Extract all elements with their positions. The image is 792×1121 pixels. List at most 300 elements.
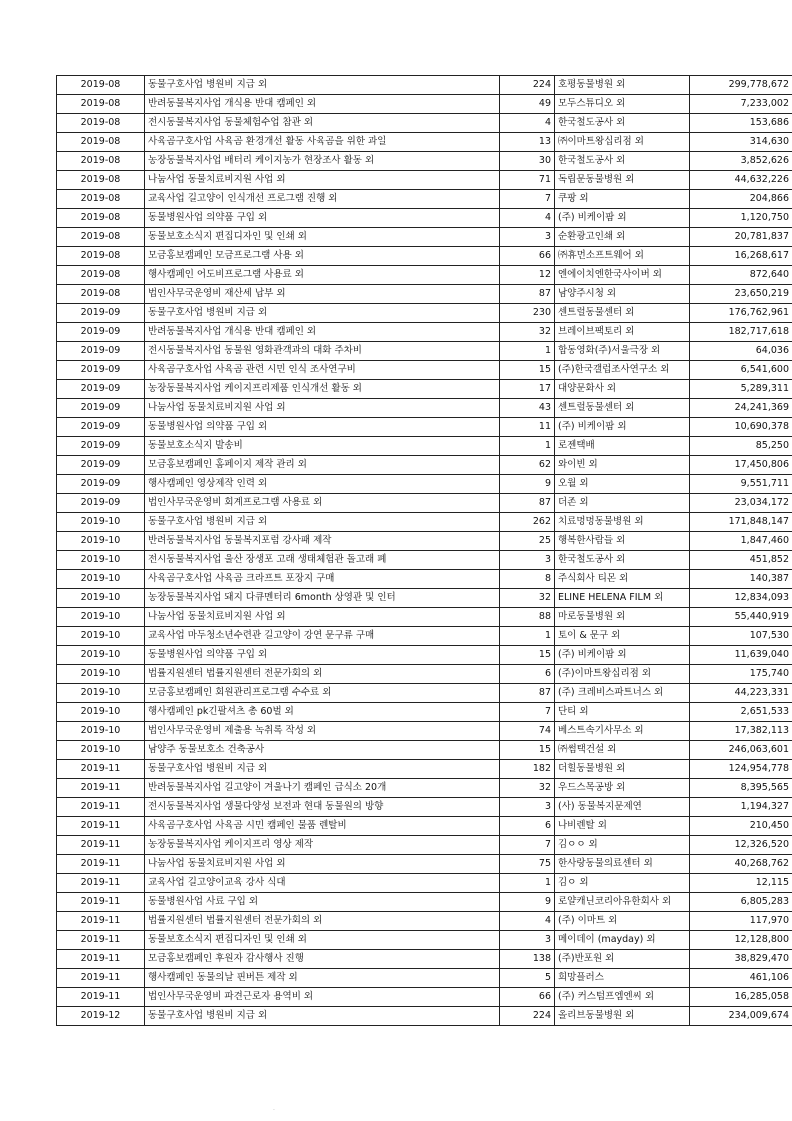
row-date: 2019-11 bbox=[57, 798, 145, 817]
row-description: 교육사업 마두청소년수련관 길고양이 강연 문구류 구매 bbox=[145, 627, 500, 646]
row-amount: 171,848,147 bbox=[690, 513, 792, 532]
row-amount: 2,651,533 bbox=[690, 703, 792, 722]
row-date: 2019-10 bbox=[57, 608, 145, 627]
row-count: 25 bbox=[500, 532, 555, 551]
row-vendor: 대양문화사 외 bbox=[555, 380, 690, 399]
table-row bbox=[57, 1007, 792, 1026]
row-vendor: 남양주시청 외 bbox=[555, 285, 690, 304]
row-date: 2019-10 bbox=[57, 646, 145, 665]
table-row bbox=[57, 209, 792, 228]
row-date: 2019-10 bbox=[57, 665, 145, 684]
row-description: 나눔사업 동물치료비지원 사업 외 bbox=[145, 171, 500, 190]
row-count: 49 bbox=[500, 95, 555, 114]
row-description: 농장동물복지사업 돼지 다큐멘터리 6month 상영관 및 인터 bbox=[145, 589, 500, 608]
row-count: 1 bbox=[500, 437, 555, 456]
row-count: 4 bbox=[500, 912, 555, 931]
row-vendor: 주식회사 티몬 외 bbox=[555, 570, 690, 589]
table-row bbox=[57, 114, 792, 133]
row-amount: 314,630 bbox=[690, 133, 792, 152]
row-amount: 55,440,919 bbox=[690, 608, 792, 627]
row-amount: 23,034,172 bbox=[690, 494, 792, 513]
table-row bbox=[57, 855, 792, 874]
row-date: 2019-10 bbox=[57, 722, 145, 741]
row-description: 교육사업 길고양이교육 강사 식대 bbox=[145, 874, 500, 893]
row-description: 동물구호사업 병원비 지급 외 bbox=[145, 1007, 500, 1026]
row-count: 262 bbox=[500, 513, 555, 532]
row-description: 반려동물복지사업 길고양이 겨울나기 캠페인 급식소 20개 bbox=[145, 779, 500, 798]
row-amount: 1,120,750 bbox=[690, 209, 792, 228]
row-date: 2019-09 bbox=[57, 456, 145, 475]
table-row bbox=[57, 456, 792, 475]
row-date: 2019-11 bbox=[57, 855, 145, 874]
row-count: 30 bbox=[500, 152, 555, 171]
row-description: 행사캠페인 어도비프로그램 사용료 외 bbox=[145, 266, 500, 285]
row-count: 32 bbox=[500, 779, 555, 798]
row-description: 사육곰구호사업 사육곰 환경개선 활동 사육곰을 위한 과일 bbox=[145, 133, 500, 152]
row-date: 2019-11 bbox=[57, 760, 145, 779]
row-vendor: 모두스튜디오 외 bbox=[555, 95, 690, 114]
row-date: 2019-08 bbox=[57, 133, 145, 152]
row-count: 43 bbox=[500, 399, 555, 418]
row-vendor: 호평동물병원 외 bbox=[555, 76, 690, 95]
row-description: 동물구호사업 병원비 지급 외 bbox=[145, 760, 500, 779]
row-description: 동물구호사업 병원비 지급 외 bbox=[145, 304, 500, 323]
row-date: 2019-10 bbox=[57, 532, 145, 551]
table-row bbox=[57, 513, 792, 532]
row-vendor: 와이빈 외 bbox=[555, 456, 690, 475]
row-description: 반려동물복지사업 개식용 반대 캠페인 외 bbox=[145, 95, 500, 114]
table-row bbox=[57, 779, 792, 798]
row-date: 2019-08 bbox=[57, 209, 145, 228]
row-date: 2019-10 bbox=[57, 627, 145, 646]
table-row bbox=[57, 304, 792, 323]
row-description: 나눔사업 동물치료비지원 사업 외 bbox=[145, 399, 500, 418]
row-vendor: (주)한국갤럽조사연구소 외 bbox=[555, 361, 690, 380]
row-date: 2019-09 bbox=[57, 437, 145, 456]
row-description: 모금홍보캠페인 후원자 감사행사 진행 bbox=[145, 950, 500, 969]
row-count: 87 bbox=[500, 494, 555, 513]
row-vendor: (주)반포원 외 bbox=[555, 950, 690, 969]
table-row bbox=[57, 741, 792, 760]
row-amount: 461,106 bbox=[690, 969, 792, 988]
row-date: 2019-10 bbox=[57, 684, 145, 703]
row-amount: 107,530 bbox=[690, 627, 792, 646]
row-count: 6 bbox=[500, 665, 555, 684]
row-description: 모금홍보캠페인 홈페이지 제작 관리 외 bbox=[145, 456, 500, 475]
row-amount: 234,009,674 bbox=[690, 1007, 792, 1026]
row-vendor: 올리브동물병원 외 bbox=[555, 1007, 690, 1026]
row-vendor: 오월 외 bbox=[555, 475, 690, 494]
row-amount: 12,326,520 bbox=[690, 836, 792, 855]
table-row bbox=[57, 152, 792, 171]
row-vendor: (사) 동물복지문제연 bbox=[555, 798, 690, 817]
row-amount: 17,382,113 bbox=[690, 722, 792, 741]
row-date: 2019-11 bbox=[57, 969, 145, 988]
row-count: 1 bbox=[500, 627, 555, 646]
row-date: 2019-11 bbox=[57, 874, 145, 893]
table-row bbox=[57, 551, 792, 570]
row-vendor: 나비렌탈 외 bbox=[555, 817, 690, 836]
row-vendor: ㈜이마트왕십리점 외 bbox=[555, 133, 690, 152]
row-vendor: 김ㅇㅇ 외 bbox=[555, 836, 690, 855]
row-count: 66 bbox=[500, 247, 555, 266]
row-date: 2019-08 bbox=[57, 247, 145, 266]
row-amount: 5,289,311 bbox=[690, 380, 792, 399]
table-row bbox=[57, 703, 792, 722]
row-amount: 17,450,806 bbox=[690, 456, 792, 475]
row-vendor: 엔에이치엔한국사이버 외 bbox=[555, 266, 690, 285]
row-vendor: 우드스목공방 외 bbox=[555, 779, 690, 798]
row-amount: 182,717,618 bbox=[690, 323, 792, 342]
table-row bbox=[57, 646, 792, 665]
row-count: 87 bbox=[500, 285, 555, 304]
row-amount: 24,241,369 bbox=[690, 399, 792, 418]
table-row bbox=[57, 76, 792, 95]
row-count: 17 bbox=[500, 380, 555, 399]
table-row bbox=[57, 950, 792, 969]
row-vendor: 메이데이 (mayday) 외 bbox=[555, 931, 690, 950]
row-amount: 23,650,219 bbox=[690, 285, 792, 304]
table-row bbox=[57, 684, 792, 703]
table-row bbox=[57, 247, 792, 266]
row-description: 동물병원사업 의약품 구입 외 bbox=[145, 209, 500, 228]
row-date: 2019-11 bbox=[57, 950, 145, 969]
row-vendor: 김ㅇ 외 bbox=[555, 874, 690, 893]
row-vendor: 센트럴동물센터 외 bbox=[555, 304, 690, 323]
row-vendor: 한국철도공사 외 bbox=[555, 114, 690, 133]
table-row bbox=[57, 722, 792, 741]
row-vendor: 독립문동물병원 외 bbox=[555, 171, 690, 190]
table-row bbox=[57, 95, 792, 114]
row-date: 2019-09 bbox=[57, 418, 145, 437]
row-amount: 10,690,378 bbox=[690, 418, 792, 437]
row-vendor: ELINE HELENA FILM 외 bbox=[555, 589, 690, 608]
row-count: 3 bbox=[500, 551, 555, 570]
row-count: 15 bbox=[500, 741, 555, 760]
row-count: 6 bbox=[500, 817, 555, 836]
row-date: 2019-09 bbox=[57, 304, 145, 323]
row-amount: 6,805,283 bbox=[690, 893, 792, 912]
row-amount: 117,970 bbox=[690, 912, 792, 931]
row-count: 12 bbox=[500, 266, 555, 285]
table-row bbox=[57, 912, 792, 931]
row-amount: 38,829,470 bbox=[690, 950, 792, 969]
row-date: 2019-08 bbox=[57, 285, 145, 304]
row-vendor: (주) 크레비스파트너스 외 bbox=[555, 684, 690, 703]
row-date: 2019-11 bbox=[57, 988, 145, 1007]
table-row bbox=[57, 874, 792, 893]
row-vendor: 로얄캐닌코리아유한회사 외 bbox=[555, 893, 690, 912]
row-description: 행사캠페인 pk긴팔셔츠 총 60벌 외 bbox=[145, 703, 500, 722]
row-amount: 64,036 bbox=[690, 342, 792, 361]
row-vendor: 단티 외 bbox=[555, 703, 690, 722]
row-count: 7 bbox=[500, 703, 555, 722]
row-description: 동물보호소식지 편집디자인 및 인쇄 외 bbox=[145, 228, 500, 247]
row-description: 반려동물복지사업 동물복지포럼 강사패 제작 bbox=[145, 532, 500, 551]
row-count: 3 bbox=[500, 931, 555, 950]
row-count: 4 bbox=[500, 114, 555, 133]
row-date: 2019-10 bbox=[57, 551, 145, 570]
row-count: 15 bbox=[500, 646, 555, 665]
row-date: 2019-10 bbox=[57, 513, 145, 532]
row-description: 나눔사업 동물치료비지원 사업 외 bbox=[145, 608, 500, 627]
row-date: 2019-10 bbox=[57, 589, 145, 608]
row-count: 5 bbox=[500, 969, 555, 988]
row-amount: 20,781,837 bbox=[690, 228, 792, 247]
row-description: 전시동물복지사업 울산 장생포 고래 생태체험관 돌고래 폐 bbox=[145, 551, 500, 570]
row-amount: 12,128,800 bbox=[690, 931, 792, 950]
row-description: 법인사무국운영비 파견근로자 용역비 외 bbox=[145, 988, 500, 1007]
row-description: 농장동물복지사업 배터리 케이지농가 현장조사 활동 외 bbox=[145, 152, 500, 171]
row-vendor: 더힐동물병원 외 bbox=[555, 760, 690, 779]
row-description: 동물구호사업 병원비 지급 외 bbox=[145, 513, 500, 532]
row-date: 2019-11 bbox=[57, 779, 145, 798]
row-count: 87 bbox=[500, 684, 555, 703]
row-description: 법인사무국운영비 제출용 녹취록 작성 외 bbox=[145, 722, 500, 741]
row-vendor: 브레이브팩토리 외 bbox=[555, 323, 690, 342]
row-description: 사육곰구호사업 사육곰 시민 캠페인 물품 렌탈비 bbox=[145, 817, 500, 836]
table-row bbox=[57, 380, 792, 399]
row-description: 동물병원사업 의약품 구입 외 bbox=[145, 418, 500, 437]
row-date: 2019-11 bbox=[57, 912, 145, 931]
row-count: 11 bbox=[500, 418, 555, 437]
row-amount: 44,223,331 bbox=[690, 684, 792, 703]
table-row bbox=[57, 494, 792, 513]
row-amount: 8,395,565 bbox=[690, 779, 792, 798]
expense-table-body bbox=[57, 76, 792, 1026]
row-amount: 124,954,778 bbox=[690, 760, 792, 779]
row-count: 75 bbox=[500, 855, 555, 874]
row-date: 2019-09 bbox=[57, 342, 145, 361]
row-date: 2019-11 bbox=[57, 836, 145, 855]
row-date: 2019-08 bbox=[57, 95, 145, 114]
row-amount: 140,387 bbox=[690, 570, 792, 589]
table-row bbox=[57, 171, 792, 190]
row-description: 동물병원사업 사료 구입 외 bbox=[145, 893, 500, 912]
row-amount: 7,233,002 bbox=[690, 95, 792, 114]
row-amount: 12,115 bbox=[690, 874, 792, 893]
row-description: 동물구호사업 병원비 지급 외 bbox=[145, 76, 500, 95]
row-amount: 299,778,672 bbox=[690, 76, 792, 95]
table-row bbox=[57, 969, 792, 988]
row-date: 2019-11 bbox=[57, 931, 145, 950]
row-description: 동물보호소식지 편집디자인 및 인쇄 외 bbox=[145, 931, 500, 950]
row-vendor: (주) 커스텀프엠엔씨 외 bbox=[555, 988, 690, 1007]
row-date: 2019-11 bbox=[57, 817, 145, 836]
row-amount: 40,268,762 bbox=[690, 855, 792, 874]
row-vendor: 행복한사람들 외 bbox=[555, 532, 690, 551]
row-date: 2019-09 bbox=[57, 494, 145, 513]
row-amount: 85,250 bbox=[690, 437, 792, 456]
row-count: 66 bbox=[500, 988, 555, 1007]
table-row bbox=[57, 266, 792, 285]
row-description: 법률지원센터 법률지원센터 전문가회의 외 bbox=[145, 665, 500, 684]
row-count: 224 bbox=[500, 1007, 555, 1026]
row-date: 2019-08 bbox=[57, 114, 145, 133]
table-row bbox=[57, 190, 792, 209]
row-description: 행사캠페인 영상제작 인력 외 bbox=[145, 475, 500, 494]
row-vendor: ㈜썸택건설 외 bbox=[555, 741, 690, 760]
row-amount: 210,450 bbox=[690, 817, 792, 836]
row-amount: 246,063,601 bbox=[690, 741, 792, 760]
row-date: 2019-08 bbox=[57, 228, 145, 247]
table-row bbox=[57, 570, 792, 589]
row-count: 182 bbox=[500, 760, 555, 779]
row-count: 88 bbox=[500, 608, 555, 627]
table-row bbox=[57, 931, 792, 950]
table-row bbox=[57, 627, 792, 646]
row-description: 행사캠페인 동물의날 핀버튼 제작 외 bbox=[145, 969, 500, 988]
row-count: 138 bbox=[500, 950, 555, 969]
table-row bbox=[57, 323, 792, 342]
row-amount: 872,640 bbox=[690, 266, 792, 285]
row-amount: 3,852,626 bbox=[690, 152, 792, 171]
row-vendor: 한사랑동물의료센터 외 bbox=[555, 855, 690, 874]
row-description: 사육곰구호사업 사육곰 크라프트 포장지 구매 bbox=[145, 570, 500, 589]
row-amount: 204,866 bbox=[690, 190, 792, 209]
table-row bbox=[57, 342, 792, 361]
row-vendor: (주)이마트왕십리점 외 bbox=[555, 665, 690, 684]
row-vendor: ㈜휴먼소프트웨어 외 bbox=[555, 247, 690, 266]
row-count: 7 bbox=[500, 836, 555, 855]
row-amount: 44,632,226 bbox=[690, 171, 792, 190]
row-date: 2019-08 bbox=[57, 76, 145, 95]
table-row bbox=[57, 665, 792, 684]
row-vendor: (주) 비케이팜 외 bbox=[555, 418, 690, 437]
row-amount: 175,740 bbox=[690, 665, 792, 684]
row-description: 전시동물복지사업 생물다양성 보전과 현대 동물원의 방향 bbox=[145, 798, 500, 817]
row-vendor: 로젠택배 bbox=[555, 437, 690, 456]
table-row bbox=[57, 361, 792, 380]
row-vendor: 한국철도공사 외 bbox=[555, 551, 690, 570]
row-count: 3 bbox=[500, 228, 555, 247]
table-row bbox=[57, 475, 792, 494]
row-amount: 176,762,961 bbox=[690, 304, 792, 323]
row-date: 2019-09 bbox=[57, 380, 145, 399]
row-description: 교육사업 길고양이 인식개선 프로그램 진행 외 bbox=[145, 190, 500, 209]
row-description: 법률지원센터 법률지원센터 전문가회의 외 bbox=[145, 912, 500, 931]
row-description: 농장동물복지사업 케이지프리제품 인식개선 활동 외 bbox=[145, 380, 500, 399]
table-row bbox=[57, 418, 792, 437]
row-vendor: 더존 외 bbox=[555, 494, 690, 513]
row-amount: 153,686 bbox=[690, 114, 792, 133]
row-vendor: (주) 비케이팜 외 bbox=[555, 209, 690, 228]
row-vendor: 한국철도공사 외 bbox=[555, 152, 690, 171]
row-date: 2019-09 bbox=[57, 475, 145, 494]
row-count: 7 bbox=[500, 190, 555, 209]
row-date: 2019-11 bbox=[57, 893, 145, 912]
table-row bbox=[57, 228, 792, 247]
row-count: 224 bbox=[500, 76, 555, 95]
row-vendor: 치료멍멍동물병원 외 bbox=[555, 513, 690, 532]
row-date: 2019-09 bbox=[57, 361, 145, 380]
expense-table bbox=[56, 75, 792, 1026]
row-amount: 6,541,600 bbox=[690, 361, 792, 380]
row-count: 4 bbox=[500, 209, 555, 228]
row-count: 32 bbox=[500, 323, 555, 342]
row-vendor: 쿠팡 외 bbox=[555, 190, 690, 209]
row-vendor: (주) 이마트 외 bbox=[555, 912, 690, 931]
table-row bbox=[57, 532, 792, 551]
row-count: 230 bbox=[500, 304, 555, 323]
row-vendor: 희망플러스 bbox=[555, 969, 690, 988]
row-vendor: (주) 비케이팜 외 bbox=[555, 646, 690, 665]
page-mark: · bbox=[273, 1107, 275, 1114]
row-date: 2019-08 bbox=[57, 152, 145, 171]
row-date: 2019-10 bbox=[57, 570, 145, 589]
table-row bbox=[57, 893, 792, 912]
table-row bbox=[57, 437, 792, 456]
table-row bbox=[57, 399, 792, 418]
table-row bbox=[57, 133, 792, 152]
row-count: 1 bbox=[500, 874, 555, 893]
row-amount: 11,639,040 bbox=[690, 646, 792, 665]
row-description: 모금홍보캠페인 회원관리프로그램 수수료 외 bbox=[145, 684, 500, 703]
row-amount: 12,834,093 bbox=[690, 589, 792, 608]
row-count: 9 bbox=[500, 893, 555, 912]
row-date: 2019-12 bbox=[57, 1007, 145, 1026]
row-amount: 16,268,617 bbox=[690, 247, 792, 266]
row-vendor: 합동영화(주)서울극장 외 bbox=[555, 342, 690, 361]
row-vendor: 순환광고인쇄 외 bbox=[555, 228, 690, 247]
row-date: 2019-09 bbox=[57, 399, 145, 418]
row-vendor: 마로동물병원 외 bbox=[555, 608, 690, 627]
table-row bbox=[57, 285, 792, 304]
row-count: 15 bbox=[500, 361, 555, 380]
row-date: 2019-08 bbox=[57, 171, 145, 190]
row-description: 동물보호소식지 발송비 bbox=[145, 437, 500, 456]
row-description: 전시동물복지사업 동물원 영화관객과의 대화 주차비 bbox=[145, 342, 500, 361]
row-description: 반려동물복지사업 개식용 반대 캠페인 외 bbox=[145, 323, 500, 342]
row-amount: 1,194,327 bbox=[690, 798, 792, 817]
row-count: 71 bbox=[500, 171, 555, 190]
row-description: 남양주 동물보호소 건축공사 bbox=[145, 741, 500, 760]
row-vendor: 토이 & 문구 외 bbox=[555, 627, 690, 646]
row-date: 2019-09 bbox=[57, 323, 145, 342]
table-row bbox=[57, 589, 792, 608]
table-row bbox=[57, 988, 792, 1007]
row-description: 법인사무국운영비 회계프로그램 사용료 외 bbox=[145, 494, 500, 513]
row-amount: 1,847,460 bbox=[690, 532, 792, 551]
row-count: 9 bbox=[500, 475, 555, 494]
row-description: 농장동물복지사업 케이지프리 영상 제작 bbox=[145, 836, 500, 855]
table-row bbox=[57, 760, 792, 779]
row-description: 법인사무국운영비 재산세 납부 외 bbox=[145, 285, 500, 304]
table-row bbox=[57, 836, 792, 855]
row-count: 13 bbox=[500, 133, 555, 152]
row-count: 8 bbox=[500, 570, 555, 589]
row-description: 사육곰구호사업 사육곰 관련 시민 인식 조사연구비 bbox=[145, 361, 500, 380]
row-vendor: 센트럴동물센터 외 bbox=[555, 399, 690, 418]
row-description: 동물병원사업 의약품 구입 외 bbox=[145, 646, 500, 665]
row-amount: 451,852 bbox=[690, 551, 792, 570]
row-date: 2019-10 bbox=[57, 741, 145, 760]
row-count: 74 bbox=[500, 722, 555, 741]
table-row bbox=[57, 608, 792, 627]
row-date: 2019-10 bbox=[57, 703, 145, 722]
row-amount: 9,551,711 bbox=[690, 475, 792, 494]
table-row bbox=[57, 817, 792, 836]
row-date: 2019-08 bbox=[57, 190, 145, 209]
row-description: 전시동물복지사업 동물체험수업 참관 외 bbox=[145, 114, 500, 133]
row-amount: 16,285,058 bbox=[690, 988, 792, 1007]
table-row bbox=[57, 798, 792, 817]
row-count: 32 bbox=[500, 589, 555, 608]
row-count: 1 bbox=[500, 342, 555, 361]
row-count: 3 bbox=[500, 798, 555, 817]
row-date: 2019-08 bbox=[57, 266, 145, 285]
row-description: 모금홍보캠페인 모금프로그램 사용 외 bbox=[145, 247, 500, 266]
